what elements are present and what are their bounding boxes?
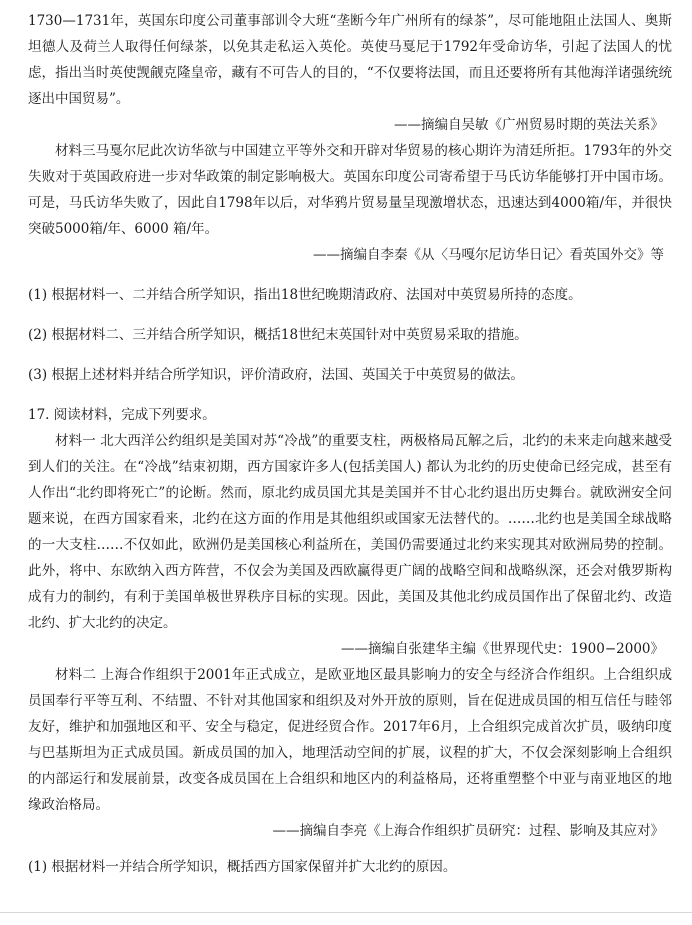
question-16-1: (1) 根据材料一、二并结合所学知识，指出18世纪晚期清政府、法国对中英贸易所持的态度。 [28, 287, 582, 303]
page-divider [0, 912, 692, 913]
question-16-2: (2) 根据材料二、三并结合所学知识，概括18世纪末英国针对中英贸易采取的措施。 [28, 327, 528, 343]
q17-material-1-paragraph: 材料一 北大西洋公约组织是美国对苏“冷战”的重要支柱，两极格局瓦解之后，北约的未来走向越来越受到人们的关注。在“冷战”结束初期，西方国家许多人(包括美国人) 都认为北约的历史使命已经完成，甚至有人作出“北约即将死亡”的论断。然而，原北约成员国尤其是美国并不甘心北约退出历史舞台。就欧洲安全问题来说，在西方国家看来，北约在这方面的作用是其他组织或国家无法替代的。……北约也是美国全球战略的一大支柱……不仅如此，欧洲仍是美国核心利益所在，美国仍需要通过北约来实现其对欧洲局势的控制。此外，将中、东欧纳入西方阵营，不仅会为美国及西欧赢得更广阔的战略空间和战略纵深，还会对俄罗斯构成有力的制约，有利于美国单极世界秩序目标的实现。因此，美国及其他北约成员国作出了保留北约、改造北约、扩大北约的决定。 [28, 433, 672, 631]
question-17-1: (1) 根据材料一并结合所学知识，概括西方国家保留并扩大北约的原因。 [28, 859, 457, 875]
intro-paragraph: 1730—1731年，英国东印度公司董事部训令大班“垄断今年广州所有的绿茶”，尽可能地阻止法国人、奥斯坦德人及荷兰人取得任何绿茶，以免其走私运入英伦。英使马戛尼于1792年受命访华，引起了法国人的忧虑，指出当时英使觊觎克隆皇帝，藏有不可告人的目的，“不仅要将法国，而且还要将所有其他海洋诸强统统逐出中国贸易”。 [28, 13, 672, 107]
question-17-title: 17. 阅读材料，完成下列要求。 [28, 407, 216, 423]
material-3-paragraph: 材料三马戛尔尼此次访华欲与中国建立平等外交和开辟对华贸易的核心期许为清廷所拒。1793年的外交失败对于英国政府进一步对华政策的制定影响极大。英国东印度公司寄希望于马氏访华能够打开中国市场。可是，马氏访华失败了，因此自1798年以后，对华鸦片贸易量呈现激增状态，迅速达到4000箱/年，并很快突破5000箱/年、6000 箱/年。 [28, 143, 672, 237]
question-16-3: (3) 根据上述材料并结合所学知识，评价清政府，法国、英国关于中英贸易的做法。 [28, 367, 524, 383]
q17-material-2-paragraph: 材料二 上海合作组织于2001年正式成立，是欧亚地区最具影响力的安全与经济合作组织。上合组织成员国奉行平等互利、不结盟、不针对其他国家和组织及对外开放的原则，旨在促进成员国的相互信任与睦邻友好，维护和加强地区和平、安全与稳定，促进经贸合作。2017年6月，上合组织完成首次扩员，吸纳印度与巴基斯坦为正式成员国。新成员国的加入，地理活动空间的扩展，议程的扩大，不仅会深刻影响上合组织的内部运行和发展前景，改变各成员国在上合组织和地区内的利益格局，还将重塑整个中亚与南亚地区的地缘政治格局。 [28, 667, 672, 813]
source-citation-1: ——摘编自吴敏《广州贸易时期的英法关系》 [394, 117, 664, 133]
source-citation-2: ——摘编自李秦《从〈马嘎尔尼访华日记〉看英国外交》等 [313, 247, 664, 263]
source-citation-4: ——摘编自李亮《上海合作组织扩员研究：过程、影响及其应对》 [272, 823, 664, 839]
source-citation-3: ——摘编自张建华主编《世界现代史：1900−2000》 [340, 641, 664, 657]
